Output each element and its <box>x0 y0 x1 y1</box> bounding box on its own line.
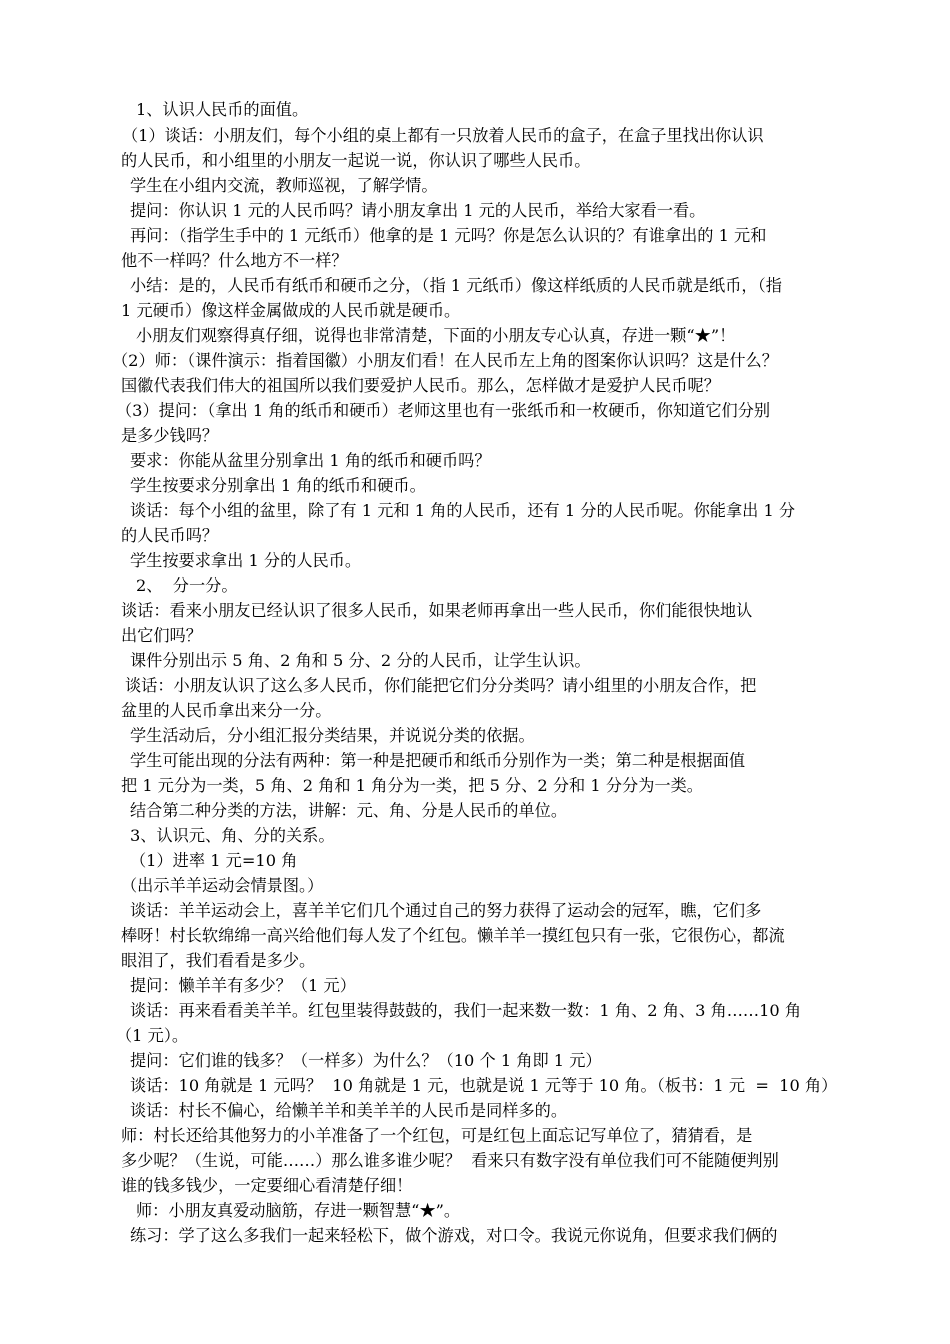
text-line: 谈话：小朋友认识了这么多人民币，你们能把它们分分类吗？请小组里的小朋友合作，把 <box>125 676 757 695</box>
text-line: 课件分别出示 5 角、2 角和 5 分、2 分的人民币，让学生认识。 <box>130 651 591 670</box>
text-line: 把 1 元分为一类，5 角、2 角和 1 角分为一类，把 5 分、2 分和 1 分分为一类。 <box>121 776 703 795</box>
text-line: 盆里的人民币拿出来分一分。 <box>121 701 332 720</box>
text-line: 是多少钱吗？ <box>121 426 219 445</box>
text-line: 棒呀！村长软绵绵一高兴给他们每人发了个红包。懒羊羊一摸红包只有一张，它很伤心，都流 <box>121 926 785 945</box>
text-line: 的人民币，和小组里的小朋友一起说一说，你认识了哪些人民币。 <box>121 151 591 170</box>
text-line: 学生在小组内交流，教师巡视，了解学情。 <box>130 176 438 195</box>
text-line: 学生按要求拿出 1 分的人民币。 <box>130 551 362 570</box>
text-line: 谈话：看来小朋友已经认识了很多人民币，如果老师再拿出一些人民币，你们能很快地认 <box>121 601 753 620</box>
text-line: （2）师：（课件演示：指着国徽）小朋友们看！在人民币左上角的图案你认识吗？这是什么？ <box>112 351 778 370</box>
text-line: 国徽代表我们伟大的祖国所以我们要爱护人民币。那么，怎样做才是爱护人民币呢？ <box>121 376 720 395</box>
text-line: 多少呢？（生说，可能……）那么谁多谁少呢？ 看来只有数字没有单位我们可不能随便判别 <box>121 1151 779 1170</box>
text-line: 小结：是的，人民币有纸币和硬币之分，（指 1 元纸币）像这样纸质的人民币就是纸币，（指 <box>130 276 782 295</box>
text-line: （1）谈话：小朋友们，每个小组的桌上都有一只放着人民币的盒子，在盒子里找出你认识 <box>122 126 764 145</box>
text-line: （3）提问：（拿出 1 角的纸币和硬币）老师这里也有一张纸币和一枚硬币，你知道它们分别 <box>116 401 771 420</box>
text-line: 小朋友们观察得真仔细，说得也非常清楚，下面的小朋友专心认真，存进一颗“★”！ <box>136 326 736 345</box>
text-line: 提问：你认识 1 元的人民币吗？请小朋友拿出 1 元的人民币，举给大家看一看。 <box>130 201 706 220</box>
text-line: 师：村长还给其他努力的小羊准备了一个红包，可是红包上面忘记写单位了，猜猜看，是 <box>121 1126 753 1145</box>
text-line: 谈话：10 角就是 1 元吗？ 10 角就是 1 元，也就是说 1 元等于 10 角。（板书：1 元 = 10 角） <box>130 1076 838 1095</box>
text-line: 学生活动后，分小组汇报分类结果，并说说分类的依据。 <box>130 726 535 745</box>
text-line: （1 元）。 <box>116 1026 189 1045</box>
text-line: 学生可能出现的分法有两种：第一种是把硬币和纸币分别作为一类；第二种是根据面值 <box>130 751 746 770</box>
text-line: 3、认识元、角、分的关系。 <box>130 826 335 845</box>
text-line: 谈话：村长不偏心，给懒羊羊和美羊羊的人民币是同样多的。 <box>130 1101 568 1120</box>
text-line: 他不一样吗？什么地方不一样？ <box>121 251 348 270</box>
text-line: 结合第二种分类的方法，讲解：元、角、分是人民币的单位。 <box>130 801 568 820</box>
text-line: 练习：学了这么多我们一起来轻松下，做个游戏，对口令。我说元你说角，但要求我们俩的 <box>130 1226 778 1245</box>
text-line: 谁的钱多钱少，一定要细心看清楚仔细！ <box>121 1176 413 1195</box>
text-line: 谈话：再来看看美羊羊。红包里装得鼓鼓的，我们一起来数一数：1 角、2 角、3 角……10 角 <box>130 1001 802 1020</box>
text-line: （出示羊羊运动会情景图。） <box>121 876 324 895</box>
text-line: 提问：懒羊羊有多少？（1 元） <box>130 976 356 995</box>
text-line: 1 元硬币）像这样金属做成的人民币就是硬币。 <box>121 301 461 320</box>
text-line: 的人民币吗？ <box>121 526 219 545</box>
text-line: 2、 分一分。 <box>136 576 238 595</box>
text-line: 学生按要求分别拿出 1 角的纸币和硬币。 <box>130 476 426 495</box>
text-line: 谈话：羊羊运动会上，喜羊羊它们几个通过自己的努力获得了运动会的冠军，瞧，它们多 <box>130 901 762 920</box>
text-line: （1）进率 1 元=10 角 <box>130 851 298 870</box>
text-line: 谈话：每个小组的盆里，除了有 1 元和 1 角的人民币，还有 1 分的人民币呢。你能拿出 1 分 <box>130 501 796 520</box>
text-line: 师：小朋友真爱动脑筋，存进一颗智慧“★”。 <box>136 1201 461 1220</box>
text-line: 要求：你能从盆里分别拿出 1 角的纸币和硬币吗？ <box>130 451 491 470</box>
text-line: 再问：（指学生手中的 1 元纸币）他拿的是 1 元吗？你是怎么认识的？有谁拿出的 1 元和 <box>130 226 767 245</box>
text-line: 提问：它们谁的钱多？（一样多）为什么？（10 个 1 角即 1 元） <box>130 1051 602 1070</box>
text-line: 出它们吗？ <box>121 626 202 645</box>
text-line: 1、认识人民币的面值。 <box>136 100 309 119</box>
text-line: 眼泪了，我们看看是多少。 <box>121 951 316 970</box>
